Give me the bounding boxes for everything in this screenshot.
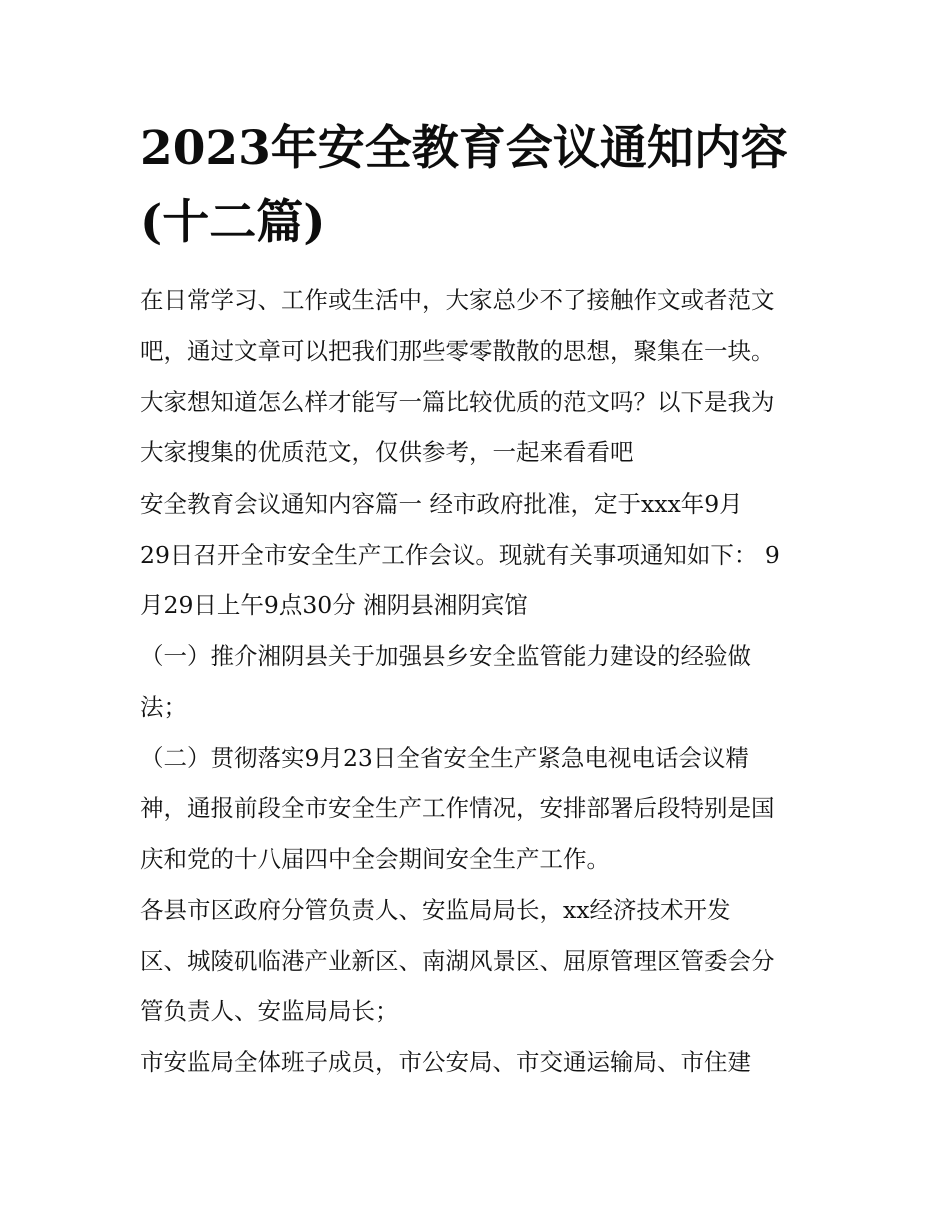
paragraph-line: 法；: [140, 693, 187, 721]
paragraph-line: 安全教育会议通知内容篇一 经市政府批准，定于xxx年9月: [140, 490, 743, 518]
paragraph-line: 吧，通过文章可以把我们那些零零散散的思想，聚集在一块。: [140, 337, 775, 365]
paragraph-line: 在日常学习、工作或生活中，大家总少不了接触作文或者范文: [140, 286, 775, 314]
paragraph-line: 庆和党的十八届四中全会期间安全生产工作。: [140, 845, 610, 873]
title-line-2: (十二篇): [140, 195, 326, 250]
title-line-1: 2023年安全教育会议通知内容: [140, 121, 788, 176]
document-title: [140, 112, 820, 260]
paragraph-line: 大家想知道怎么样才能写一篇比较优质的范文吗？以下是我为: [140, 388, 775, 416]
paragraph-line: 29日召开全市安全生产工作会议。现就有关事项通知如下： 9: [140, 541, 780, 569]
paragraph-line: 大家搜集的优质范文，仅供参考，一起来看看吧: [140, 438, 634, 466]
paragraph-line: 神，通报前段全市安全生产工作情况，安排部署后段特别是国: [140, 794, 775, 822]
paragraph-line: 市安监局全体班子成员，市公安局、市交通运输局、市住建: [140, 1048, 751, 1076]
paragraph-line: 管负责人、安监局局长；: [140, 997, 399, 1025]
paragraph-line: （一）推介湘阴县关于加强县乡安全监管能力建设的经验做: [140, 642, 751, 670]
paragraph-line: 区、城陵矶临港产业新区、南湖风景区、屈原管理区管委会分: [140, 947, 775, 975]
paragraph-line: 月29日上午9点30分 湘阴县湘阴宾馆: [140, 591, 528, 619]
paragraph-line: （二）贯彻落实9月23日全省安全生产紧急电视电话会议精: [140, 744, 749, 772]
paragraph-line: 各县市区政府分管负责人、安监局局长，xx经济技术开发: [140, 896, 731, 924]
